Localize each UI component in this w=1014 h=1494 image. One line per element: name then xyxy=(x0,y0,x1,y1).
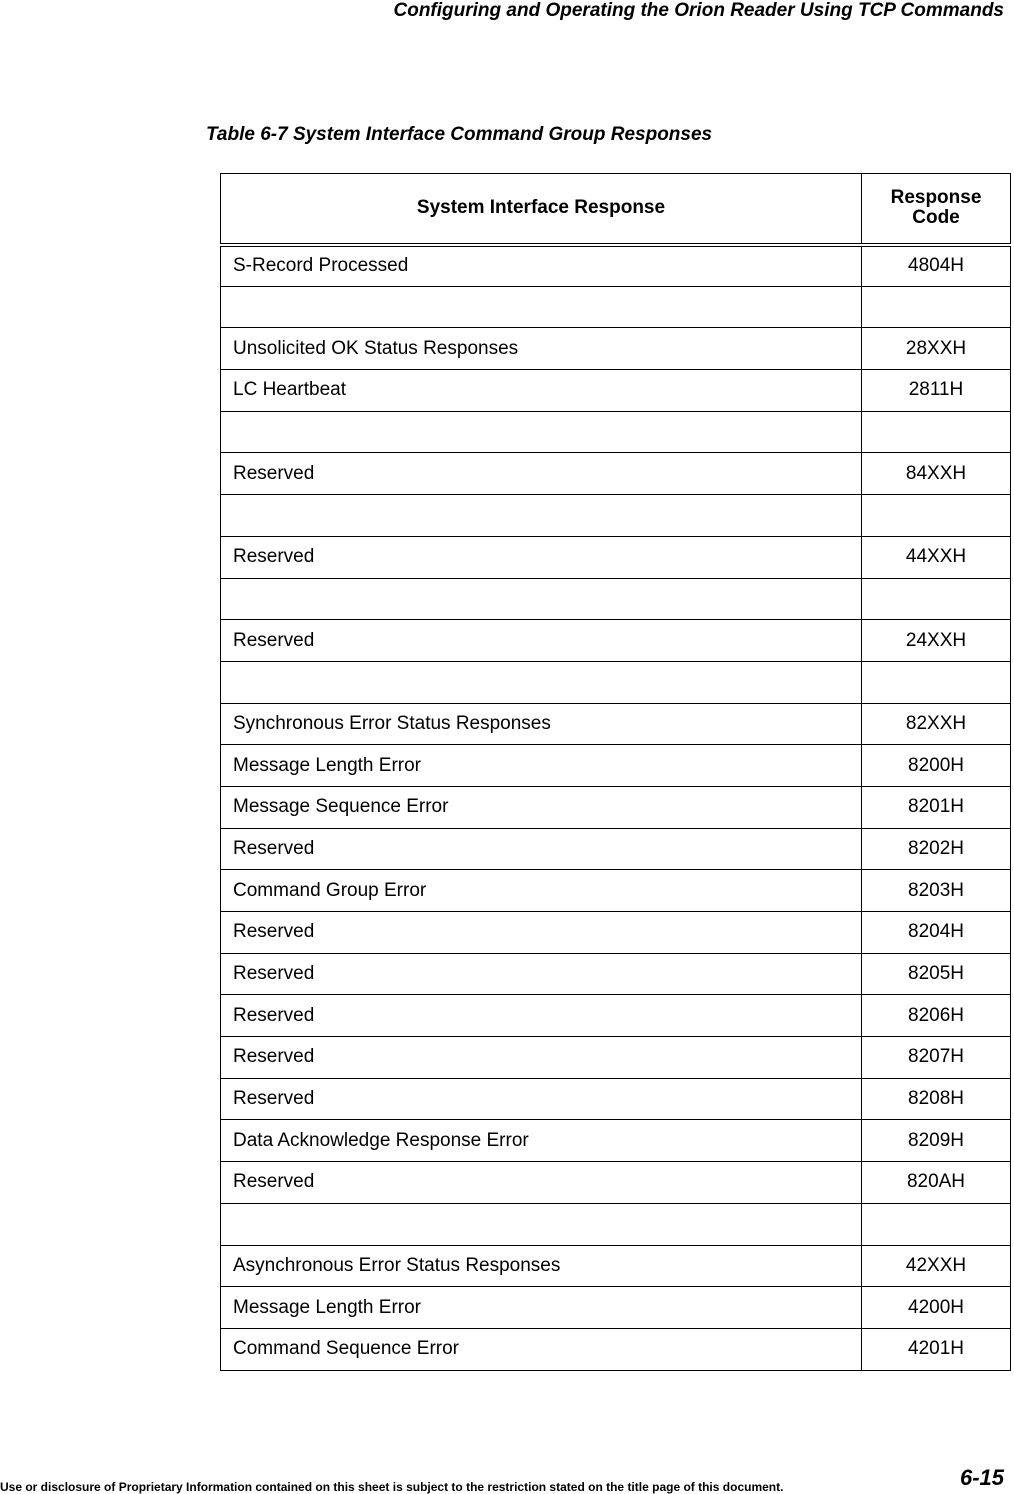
code-cell: 4804H xyxy=(862,245,1011,287)
code-cell: 8202H xyxy=(862,828,1011,870)
table-row xyxy=(221,370,1011,412)
table-row xyxy=(221,328,1011,370)
code-cell: 44XXH xyxy=(862,536,1011,578)
table-row xyxy=(221,661,1011,703)
table-row xyxy=(221,245,1011,287)
code-cell: 42XXH xyxy=(862,1245,1011,1287)
code-cell: 8205H xyxy=(862,953,1011,995)
code-cell xyxy=(862,661,1011,703)
response-cell: S-Record Processed xyxy=(221,245,862,287)
response-cell xyxy=(221,661,862,703)
code-cell: 8209H xyxy=(862,1120,1011,1162)
response-cell xyxy=(221,495,862,537)
code-cell: 8203H xyxy=(862,870,1011,912)
table-row xyxy=(221,953,1011,995)
response-cell: Reserved xyxy=(221,912,862,954)
code-cell: 8207H xyxy=(862,1037,1011,1079)
table-row xyxy=(221,1287,1011,1329)
table-row xyxy=(221,536,1011,578)
table-row xyxy=(221,703,1011,745)
response-cell: Asynchronous Error Status Responses xyxy=(221,1245,862,1287)
response-cell xyxy=(221,1203,862,1245)
code-cell: 8201H xyxy=(862,786,1011,828)
table-row xyxy=(221,1078,1011,1120)
response-cell: Message Sequence Error xyxy=(221,786,862,828)
response-cell xyxy=(221,286,862,328)
table-row xyxy=(221,786,1011,828)
table-row xyxy=(221,912,1011,954)
response-cell: Reserved xyxy=(221,1162,862,1204)
proprietary-notice: Use or disclosure of Proprietary Information contained on this sheet is subject to the restriction stated on the title page of this document. xyxy=(0,1480,784,1494)
response-cell: Reserved xyxy=(221,953,862,995)
page-number: 6-15 xyxy=(959,1465,1004,1490)
table-row xyxy=(221,1120,1011,1162)
table-body xyxy=(221,245,1011,1371)
table-row xyxy=(221,1162,1011,1204)
column-header-response: System Interface Response xyxy=(221,174,862,245)
response-cell: Command Group Error xyxy=(221,870,862,912)
response-cell: Reserved xyxy=(221,453,862,495)
table-header-row xyxy=(221,174,1011,245)
table-row xyxy=(221,1328,1011,1370)
response-cell: Message Length Error xyxy=(221,745,862,787)
code-cell: 4201H xyxy=(862,1328,1011,1370)
response-cell: Unsolicited OK Status Responses xyxy=(221,328,862,370)
code-cell xyxy=(862,411,1011,453)
response-cell: Reserved xyxy=(221,1078,862,1120)
code-cell xyxy=(862,495,1011,537)
table-row xyxy=(221,1037,1011,1079)
table-row xyxy=(221,1203,1011,1245)
response-cell: Data Acknowledge Response Error xyxy=(221,1120,862,1162)
table-row xyxy=(221,286,1011,328)
response-cell: Reserved xyxy=(221,828,862,870)
response-cell: LC Heartbeat xyxy=(221,370,862,412)
table-row xyxy=(221,453,1011,495)
table-row xyxy=(221,828,1011,870)
table-row xyxy=(221,995,1011,1037)
code-cell: 8208H xyxy=(862,1078,1011,1120)
code-cell: 84XXH xyxy=(862,453,1011,495)
code-cell: 24XXH xyxy=(862,620,1011,662)
code-cell xyxy=(862,1203,1011,1245)
table-row xyxy=(221,411,1011,453)
table-row xyxy=(221,620,1011,662)
running-header: Configuring and Operating the Orion Reader Using TCP Commands xyxy=(393,0,1004,21)
code-cell: 8206H xyxy=(862,995,1011,1037)
code-cell: 820AH xyxy=(862,1162,1011,1204)
code-cell: 28XXH xyxy=(862,328,1011,370)
table-row xyxy=(221,1245,1011,1287)
response-cell: Reserved xyxy=(221,536,862,578)
response-cell xyxy=(221,578,862,620)
code-cell: 82XXH xyxy=(862,703,1011,745)
response-cell: Command Sequence Error xyxy=(221,1328,862,1370)
code-cell: 8204H xyxy=(862,912,1011,954)
response-cell: Reserved xyxy=(221,995,862,1037)
code-cell: 8200H xyxy=(862,745,1011,787)
code-cell: 4200H xyxy=(862,1287,1011,1329)
table-row xyxy=(221,578,1011,620)
code-cell xyxy=(862,578,1011,620)
response-cell: Reserved xyxy=(221,620,862,662)
column-header-code: Response Code xyxy=(862,174,1011,245)
responses-table xyxy=(220,173,1011,1371)
table-title: Table 6-7 System Interface Command Group Responses xyxy=(206,124,713,145)
response-cell xyxy=(221,411,862,453)
response-cell: Message Length Error xyxy=(221,1287,862,1329)
response-cell: Synchronous Error Status Responses xyxy=(221,703,862,745)
response-cell: Reserved xyxy=(221,1037,862,1079)
table-row xyxy=(221,495,1011,537)
table-row xyxy=(221,745,1011,787)
code-cell: 2811H xyxy=(862,370,1011,412)
code-cell xyxy=(862,286,1011,328)
table-row xyxy=(221,870,1011,912)
